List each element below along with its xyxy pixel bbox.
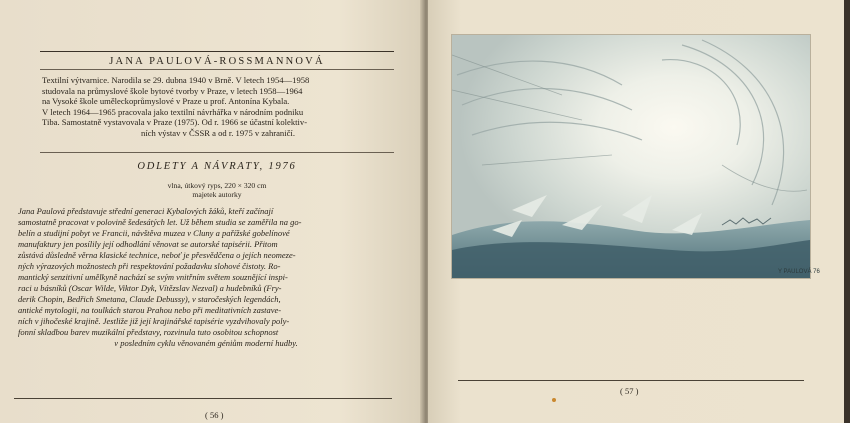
author-biography bbox=[42, 75, 394, 139]
bio-line: V letech 1964—1965 pracovala jako textilní návrhářka v národním podniku bbox=[42, 106, 304, 117]
artwork-details bbox=[40, 181, 394, 200]
artwork-owner: majetek autorky bbox=[192, 190, 242, 200]
tapestry-image bbox=[452, 35, 820, 278]
description-line: antické mytologii, na toulkách starou Prahou nebo při meditativních zastave- bbox=[18, 305, 282, 315]
description-line: mantický senzitivní umělkyně nachází se svým vnitřním světem souznějící inspi- bbox=[18, 272, 288, 282]
author-underline bbox=[40, 69, 394, 70]
top-rule bbox=[40, 51, 394, 52]
description-line: manufaktury jen posílily její odhodlání věnovat se autorské tapisérii. Přitom bbox=[18, 239, 278, 249]
bio-line: na Vysoké škole uměleckoprůmyslové v Praze u prof. Antonína Kybala. bbox=[42, 96, 290, 107]
description-line: zůstává důsledně věrna klasické technice, neboť je přesvědčena o jejích neomeze- bbox=[18, 250, 296, 260]
artwork-title: ODLETY A NÁVRATY, 1976 bbox=[137, 161, 297, 172]
paper-spot bbox=[552, 398, 556, 402]
bio-line: Textilní výtvarnice. Narodila se 29. dubna 1940 v Brně. V letech 1954—1958 bbox=[42, 75, 310, 85]
bio-line: ních výstav v ČSSR a od r. 1975 v zahraničí. bbox=[141, 127, 295, 138]
description-line: ních v jihočeské krajině. Jestliže již její krajinářské tapisérie vyzdvihovaly poly- bbox=[18, 316, 290, 326]
bio-line: studovala na průmyslové škole bytové tvorby v Praze, v letech 1958—1964 bbox=[42, 85, 303, 96]
page-number-left: ( 56 ) bbox=[205, 410, 224, 420]
footer-rule-right bbox=[458, 380, 804, 381]
description-line: v posledním cyklu věnovaném géniům moderní hudby. bbox=[114, 338, 298, 348]
description-line: fonní skladbou barev muzikální představy, rozvinula tuto osobitou schopnost bbox=[18, 327, 279, 337]
description-line: derik Chopin, Bedřich Smetana, Claude Debussy), v staročeských legendách, bbox=[18, 294, 281, 304]
description-line: raci u básníků (Oscar Wilde, Viktor Dyk, Vítězslav Nezval) a hudebníků (Fry- bbox=[18, 283, 282, 293]
artwork-signature: Y PAULOVÁ 76 bbox=[778, 269, 820, 275]
bio-line: Tiba. Samostatně vystavovala v Praze (1975). Od r. 1966 se účastní kolektiv- bbox=[42, 117, 308, 128]
description-line: belín a studijní pobyt ve Francii, návštěva muzea v Cluny a pařížské gobelínové bbox=[18, 228, 290, 238]
description-line: ných výrazových možnostech při respektování požadavku slohové čistoty. Ro- bbox=[18, 261, 281, 271]
page-number-right: ( 57 ) bbox=[620, 386, 639, 396]
left-page bbox=[0, 0, 424, 423]
artwork-description bbox=[18, 206, 394, 349]
description-line: Jana Paulová představuje střední generaci Kybalových žáků, kteří začínají bbox=[18, 206, 274, 216]
footer-rule bbox=[14, 398, 392, 399]
section-rule bbox=[40, 152, 394, 153]
author-name: JANA PAULOVÁ-ROSSMANNOVÁ bbox=[109, 56, 325, 67]
book-edge bbox=[844, 0, 850, 423]
description-line: samostatně pracovat v polovině šedesátých let. Už během studia se zaměřila na go- bbox=[18, 217, 302, 227]
artwork-medium: vlna, útkový ryps, 220 × 320 cm bbox=[167, 181, 267, 190]
